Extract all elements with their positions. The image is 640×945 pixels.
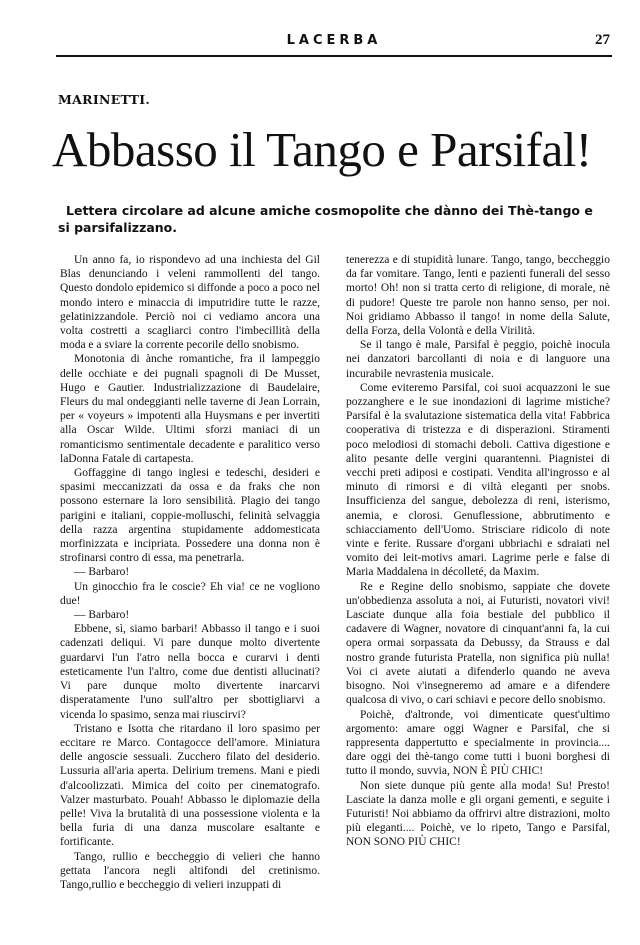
paragraph: Goffaggine di tango inglesi e tedeschi, desideri e spasimi meccanizzati da ossa e da fraks che non possono esternare la loro sensibilità. Plagio dei tango parigini e italiani, coppie-molluschi, felinità selvaggia della razza argentina stupidamente addomesticata morfinizzata e incipriata. Possedere una donna non è strofinarsi contro di essa, ma penetrarla. [60,467,320,565]
right-column [346,253,610,850]
paragraph: Re e Regine dello snobismo, sappiate che dovete un'obbedienza assoluta a noi, ai Futuristi, novatori vivi! Lasciate dunque alla foia bestiale del pubblico il cadavere di Wagner, novatore di cinquant'anni fa, la cui opera ormai sorpassata da Debussy, da Strauss e dal nostro grande futurista Pratella, non significa più nulla! Voi ci avete aiutati a difenderlo quando ne aveva bisogno. Noi v'insegneremo ad amare e a difendere qualcosa di vivo, o cari schiavi e pecore dello snobismo. [346,580,610,707]
paragraph: tenerezza e di stupidità lunare. Tango, tango, beccheggio da far vomitare. Tango, lenti e pazienti funerali del sesso morto! Oh! non si tratta certo di religione, di morale, nè di pudore! Queste tre parole non hanno senso, per noi. Noi gridiamo Abbasso il tango! in nome della Salute, della Forza, della Volontà e della Virilità. [346,254,610,338]
paragraph: Non siete dunque più gente alla moda! Su! Presto! Lasciate la danza molle e gli organi gementi, e seguite i Futuristi! Noi abbiamo da offrirvi altre distrazioni, molto più eleganti.... Poichè, ve lo ripeto, Tango e Parsifal, NON SONO PIÙ CHIC! [346,779,610,849]
paragraph: Un anno fa, io rispondevo ad una inchiesta del Gil Blas denunciando i veleni rammollenti del tango. Questo dondolo epidemico si diffonde a poco a poco nel mondo intero e minaccia di imputridire tutte le razze, gelatinizzandole. Perciò noi ci vediamo ancora una volta costretti a scagliarci contro l'imbecillità della moda e a sviare la corrente pecorile dello snobismo. [60,254,320,352]
header-rule [56,55,612,57]
paragraph: Ebbene, sì, siamo barbari! Abbasso il tango e i suoi cadenzati deliqui. Vi pare dunque molto divertente guardarvi l'un l'atro nella bocca e curarvi i denti esteticamente l'un l'altro, come due dentisti allucinati? Vi pare dunque molto divertente inarcarvi disperatamente l'uno sull'altro per sbottigliarvi a vicenda lo spasimo, senza mai riuscirvi? [60,623,320,721]
paragraph: Poichè, d'altronde, voi dimenticate quest'ultimo argomento: amare oggi Wagner e Parsifal, che si rappresenta dappertutto e specialmente in provincia.... dare oggi dei thè-tango come tutti i buoni borghesi di tutto il mondo, suvvia, NON È PIÙ CHIC! [346,708,610,778]
article-author: MARINETTI. [58,92,151,107]
journal-masthead: LACERBA [286,33,382,48]
dialogue-line: — Barbaro! [74,566,130,579]
paragraph: Monotonia di ànche romantiche, fra il lampeggio delle occhiate e dei pugnali spagnoli di De Musset, Hugo e Gautier. Industrializzazione di Baudelaire, Fleurs du mal ondeggianti nelle taverne di Jean Lorrain, per « voyeurs » impotenti alla Huysmans e per invertiti alla Oscar Wilde. Ultimi sforzi maniaci di un romanticismo sentimentale decadente e paralitico verso laDonna Fatale di cartapesta. [60,353,320,465]
paragraph: Tristano e Isotta che ritardano il loro spasimo per eccitare re Marco. Contagocce dell'amore. Miniatura delle angoscie sessuali. Zucchero filato del desiderio. Lussuria all'aria aperta. Delirium tremens. Mani e piedi d'alcoolizzati. Mimica del coito per cinematografo. Valzer masturbato. Pouah! Abbasso le diplomazie della pelle! Viva la brutalità di una possessione violenta e la bella furia di una danza muscolare esaltante e fortificante. [60,722,320,849]
left-column [60,253,320,892]
dialogue-line: — Barbaro! [74,609,130,622]
article-subtitle: Lettera circolare ad alcune amiche cosmopolite che dànno dei Thè-tango e si parsifalizzano. [58,203,593,235]
paragraph: Se il tango è male, Parsifal è peggio, poichè inocula nei danzatori barcollanti di noia e di languore una incurabile nevrastenia musicale. [346,339,610,380]
paragraph: Un ginocchio fra le coscie? Eh via! ce ne vogliono due! [60,580,320,607]
page-header [56,32,612,54]
article-title: Abbasso il Tango e Parsifal! [52,122,592,177]
paragraph: Come eviteremo Parsifal, coi suoi acquazzoni le sue pozzanghere e le sue inondazioni di lagrime mistiche? Parsifal è la svalutazione sistematica della vita! Fabbrica cooperativa di tristezza e di disperazioni. Stiramenti poco melodiosi di stomachi deboli. Cattiva digestione e alito pesante delle vergini quarantenni. Piagnistei di vecchi preti adiposi e costipati. Vendita all'ingrosso e al minuto di rimorsi e di viltà eleganti per snobs. Insufficienza del sangue, debolezza di reni, isterismo, anemia, e clorosi. Genuflessione, abbrutimento e schiacciamento dell'Uomo. Strisciare ridicolo di note vinte e ferite. Russare d'organi ubbriachi e sdraiati nel vomito dei leit-motivs amari. Lagrime perle e false di Maria Maddalena in décolleté, da Maxim. [346,381,610,579]
paragraph: Tango, rullio e beccheggio di velieri che hanno gettata l'ancora negli altifondi del cretinismo. Tango,rullio e beccheggio di velieri inzuppati di [60,850,320,891]
page-number: 27 [595,32,610,48]
